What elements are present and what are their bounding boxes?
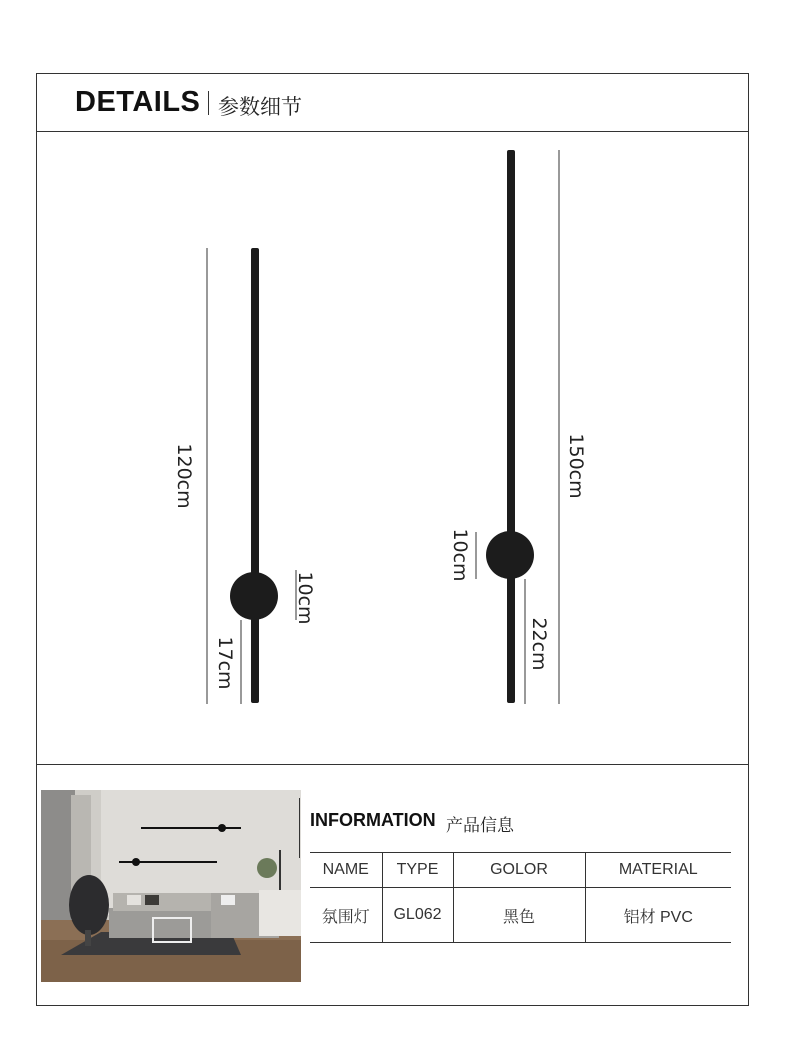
cell-name: 氛围灯 bbox=[310, 888, 382, 943]
label-total-short: 120cm bbox=[173, 443, 195, 509]
label-bottom-short: 17cm bbox=[214, 636, 236, 690]
label-disc-long: 10cm bbox=[449, 528, 471, 582]
details-title-cn: 参数细节 bbox=[218, 96, 302, 119]
details-header bbox=[37, 74, 748, 132]
spec-header-row bbox=[310, 853, 731, 888]
information-title-cn: 产品信息 bbox=[446, 816, 514, 835]
details-title: DETAILS bbox=[75, 86, 201, 118]
information-title: INFORMATION bbox=[310, 810, 436, 830]
lamp-rod-long bbox=[507, 150, 515, 703]
col-header-material: MATERIAL bbox=[585, 853, 731, 888]
lamp-disc-short bbox=[230, 572, 278, 620]
label-disc-short: 10cm bbox=[294, 571, 316, 625]
spec-table bbox=[310, 852, 731, 943]
lamp-long bbox=[449, 150, 587, 704]
cell-color: 黑色 bbox=[453, 888, 585, 943]
lamp-dimension-svg bbox=[37, 132, 748, 764]
lamp-short bbox=[173, 248, 316, 704]
label-total-long: 150cm bbox=[565, 433, 587, 499]
dimension-drawing bbox=[37, 132, 748, 765]
cell-type: GL062 bbox=[382, 888, 453, 943]
cell-material: 铝材 PVC bbox=[585, 888, 731, 943]
lamp-disc-long bbox=[486, 531, 534, 579]
col-header-name: NAME bbox=[310, 853, 382, 888]
room-illustration bbox=[41, 790, 301, 982]
label-bottom-long: 22cm bbox=[528, 617, 550, 671]
title-divider bbox=[208, 91, 209, 115]
room-photo bbox=[41, 790, 301, 982]
table-row bbox=[310, 888, 731, 943]
details-frame bbox=[36, 73, 749, 1006]
info-divider bbox=[299, 798, 300, 858]
col-header-color: GOLOR bbox=[453, 853, 585, 888]
lamp-rod-short bbox=[251, 248, 259, 703]
col-header-type: TYPE bbox=[382, 853, 453, 888]
